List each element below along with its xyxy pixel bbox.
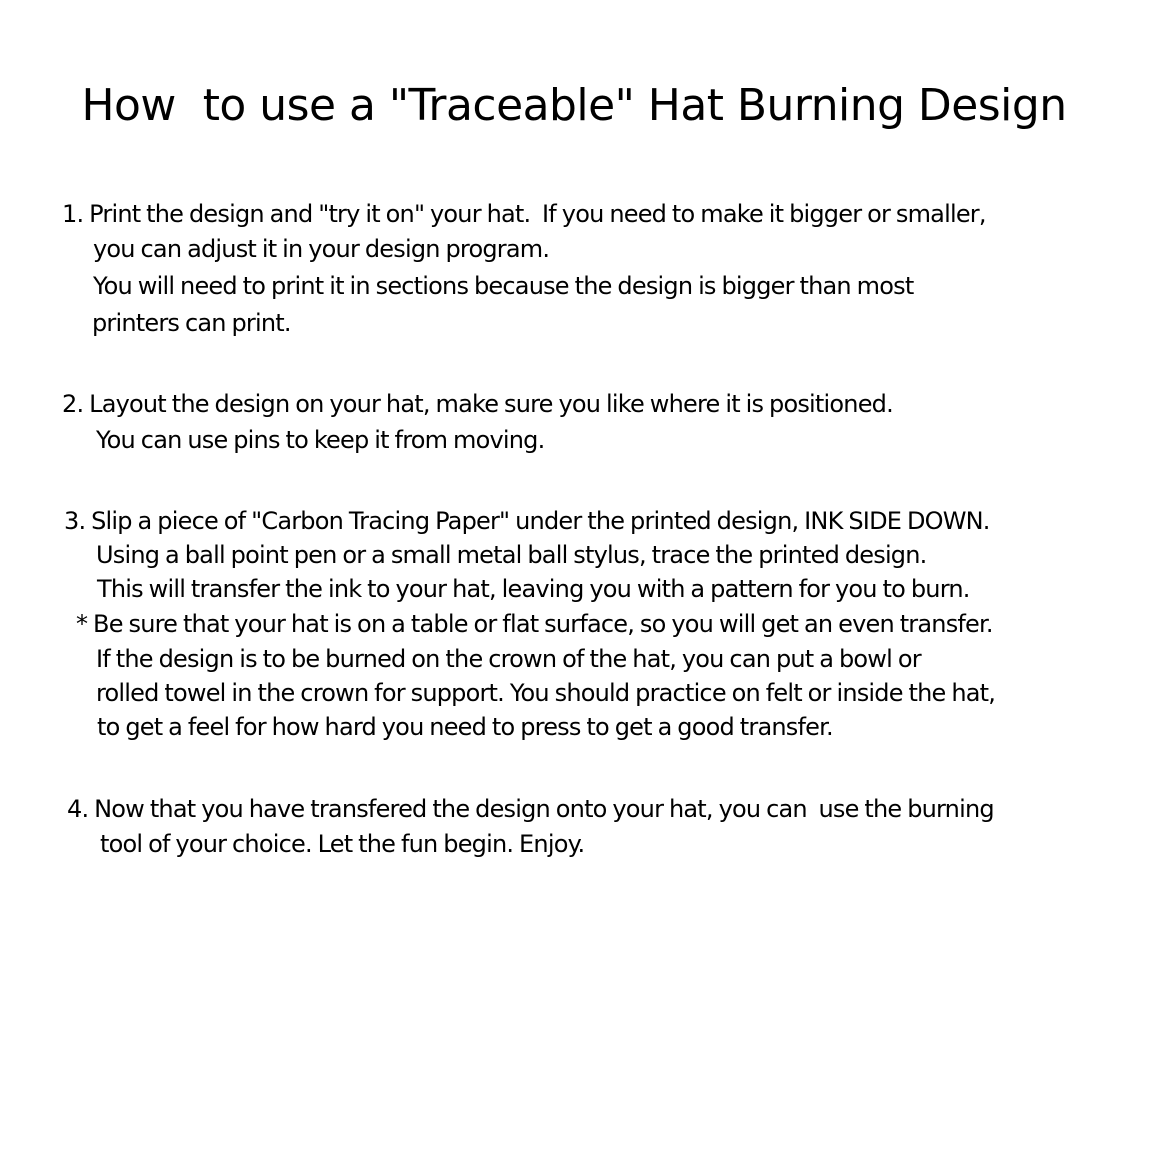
step-3-line-2: Using a ball point pen or a small metal ball stylus, trace the printed design. (96, 541, 927, 569)
step-2-line-2: You can use pins to keep it from moving. (96, 426, 545, 454)
step-1-line-4: printers can print. (92, 309, 291, 337)
step-3-line-3: This will transfer the ink to your hat, leaving you with a pattern for you to burn. (97, 575, 970, 603)
step-3-line-6: rolled towel in the crown for support. You should practice on felt or inside the hat, (96, 679, 996, 707)
step-1-line-2: you can adjust it in your design program. (93, 235, 550, 263)
page-title: How to use a "Traceable" Hat Burning Design (81, 80, 1067, 131)
step-2-line-1: 2. Layout the design on your hat, make sure you like where it is positioned. (62, 390, 893, 418)
step-3-line-5: If the design is to be burned on the crown of the hat, you can put a bowl or (96, 645, 921, 673)
step-1-line-3: You will need to print it in sections because the design is bigger than most (93, 272, 914, 300)
step-3-line-7: to get a feel for how hard you need to press to get a good transfer. (97, 713, 833, 741)
step-3-line-4: * Be sure that your hat is on a table or flat surface, so you will get an even transfer. (76, 610, 993, 638)
step-4-line-2: tool of your choice. Let the fun begin. Enjoy. (100, 830, 585, 858)
step-4-line-1: 4. Now that you have transfered the design onto your hat, you can use the burning (67, 795, 994, 823)
step-3-line-1: 3. Slip a piece of "Carbon Tracing Paper" under the printed design, INK SIDE DOWN. (64, 507, 990, 535)
step-1-line-1: 1. Print the design and "try it on" your hat. If you need to make it bigger or smaller, (62, 200, 986, 228)
